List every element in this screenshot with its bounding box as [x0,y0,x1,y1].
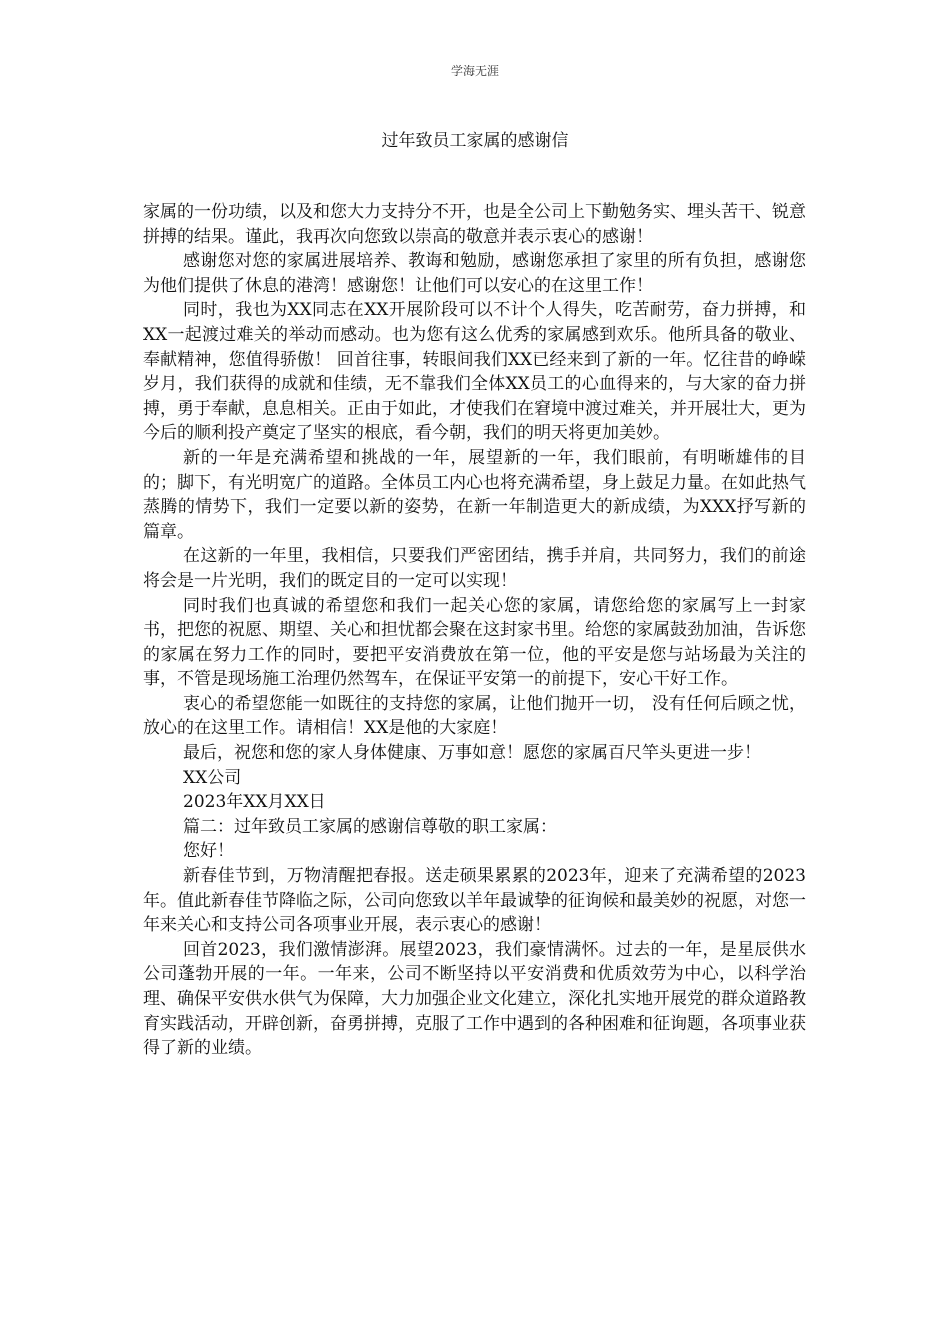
paragraph-4: 新的一年是充满希望和挑战的一年，展望新的一年，我们眼前，有明晰雄伟的目的；脚下，有光明宽广的道路。全体员工内心也将充满希望，身上鼓足力量。在如此热气蒸腾的情势下，我们一定要以新的姿势，在新一年制造更大的新成绩，为XXX抒写新的篇章。 [143,447,806,542]
greeting: 您好！ [183,841,234,862]
paragraph-7: 衷心的希望您能一如既往的支持您的家属，让他们抛开一切， 没有任何后顾之忧，放心的在这里工作。请相信！XX是他的大家庭！ [143,693,806,739]
signature-date: 2023年XX月XX日 [183,792,326,813]
document-title: 过年致员工家属的感谢信 [381,131,569,151]
letter-body [143,200,806,1061]
paragraph-3: 同时，我也为XX同志在XX开展阶段可以不计个人得失，吃苦耐劳，奋力拼搏，和XX一起渡过难关的举动而感动。也为您有这么优秀的家属感到欢乐。他所具备的敬业、奉献精神，您值得骄傲！ 回首往事，转眼间我们XX已经来到了新的一年。忆往昔的峥嵘岁月，我们获得的成就和佳绩，无不靠我们全体XX员工的心血得来的，与大家的奋力拼搏，勇于奉献，息息相关。正由于如此，才使我们在窘境中渡过难关，并开展壮大，更为今后的顺利投产奠定了坚实的根底，看今朝，我们的明天将更加美妙。 [143,300,806,444]
paragraph-2: 感谢您对您的家属进展培养、教诲和勉励，感谢您承担了家里的所有负担，感谢您为他们提供了休息的港湾！感谢您！让他们可以安心的在这里工作！ [143,251,806,296]
page-header: 学海无涯 [450,64,499,78]
paragraph-13: 新春佳节到，万物清醒把春报。送走硕果累累的2023年，迎来了充满希望的2023年。值此新春佳节降临之际，公司向您致以羊年最诚挚的征询候和最美妙的祝愿，对您一年来关心和支持公司各项事业开展，表示衷心的感谢！ [143,866,806,936]
section-two-heading: 篇二：过年致员工家属的感谢信尊敬的职工家属： [183,816,557,837]
paragraph-14: 回首2023，我们激情澎湃。展望2023，我们豪情满怀。过去的一年，是星辰供水公司蓬勃开展的一年。一年来，公司不断坚持以平安消费和优质效劳为中心，以科学治理、确保平安供水供气为保障，大力加强企业文化建立，深化扎实地开展党的群众道路教育实践活动，开辟创新，奋勇拼搏，克服了工作中遇到的各种困难和征询题，各项事业获得了新的业绩。 [143,939,806,1059]
signature-company: XX公司 [183,767,242,788]
paragraph-6: 同时我们也真诚的希望您和我们一起关心您的家属，请您给您的家属写上一封家书，把您的祝愿、期望、关心和担忧都会聚在这封家书里。给您的家属鼓劲加油，告诉您的家属在努力工作的同时，要把平安消费放在第一位，他的平安是您与站场最为关注的事，不管是现场施工治理仍然驾车，在保证平安第一的前提下，安心干好工作。 [143,595,806,690]
paragraph-1: 家属的一份功绩，以及和您大力支持分不开，也是全公司上下勤勉务实、埋头苦干、锐意拼搏的结果。谨此，我再次向您致以崇高的敬意并表示衷心的感谢！ [143,202,806,247]
paragraph-8: 最后，祝您和您的家人身体健康、万事如意！愿您的家属百尺竿头更进一步！ [183,743,761,764]
paragraph-5: 在这新的一年里，我相信，只要我们严密团结，携手并肩，共同努力，我们的前途将会是一片光明，我们的既定目的一定可以实现！ [143,546,806,591]
